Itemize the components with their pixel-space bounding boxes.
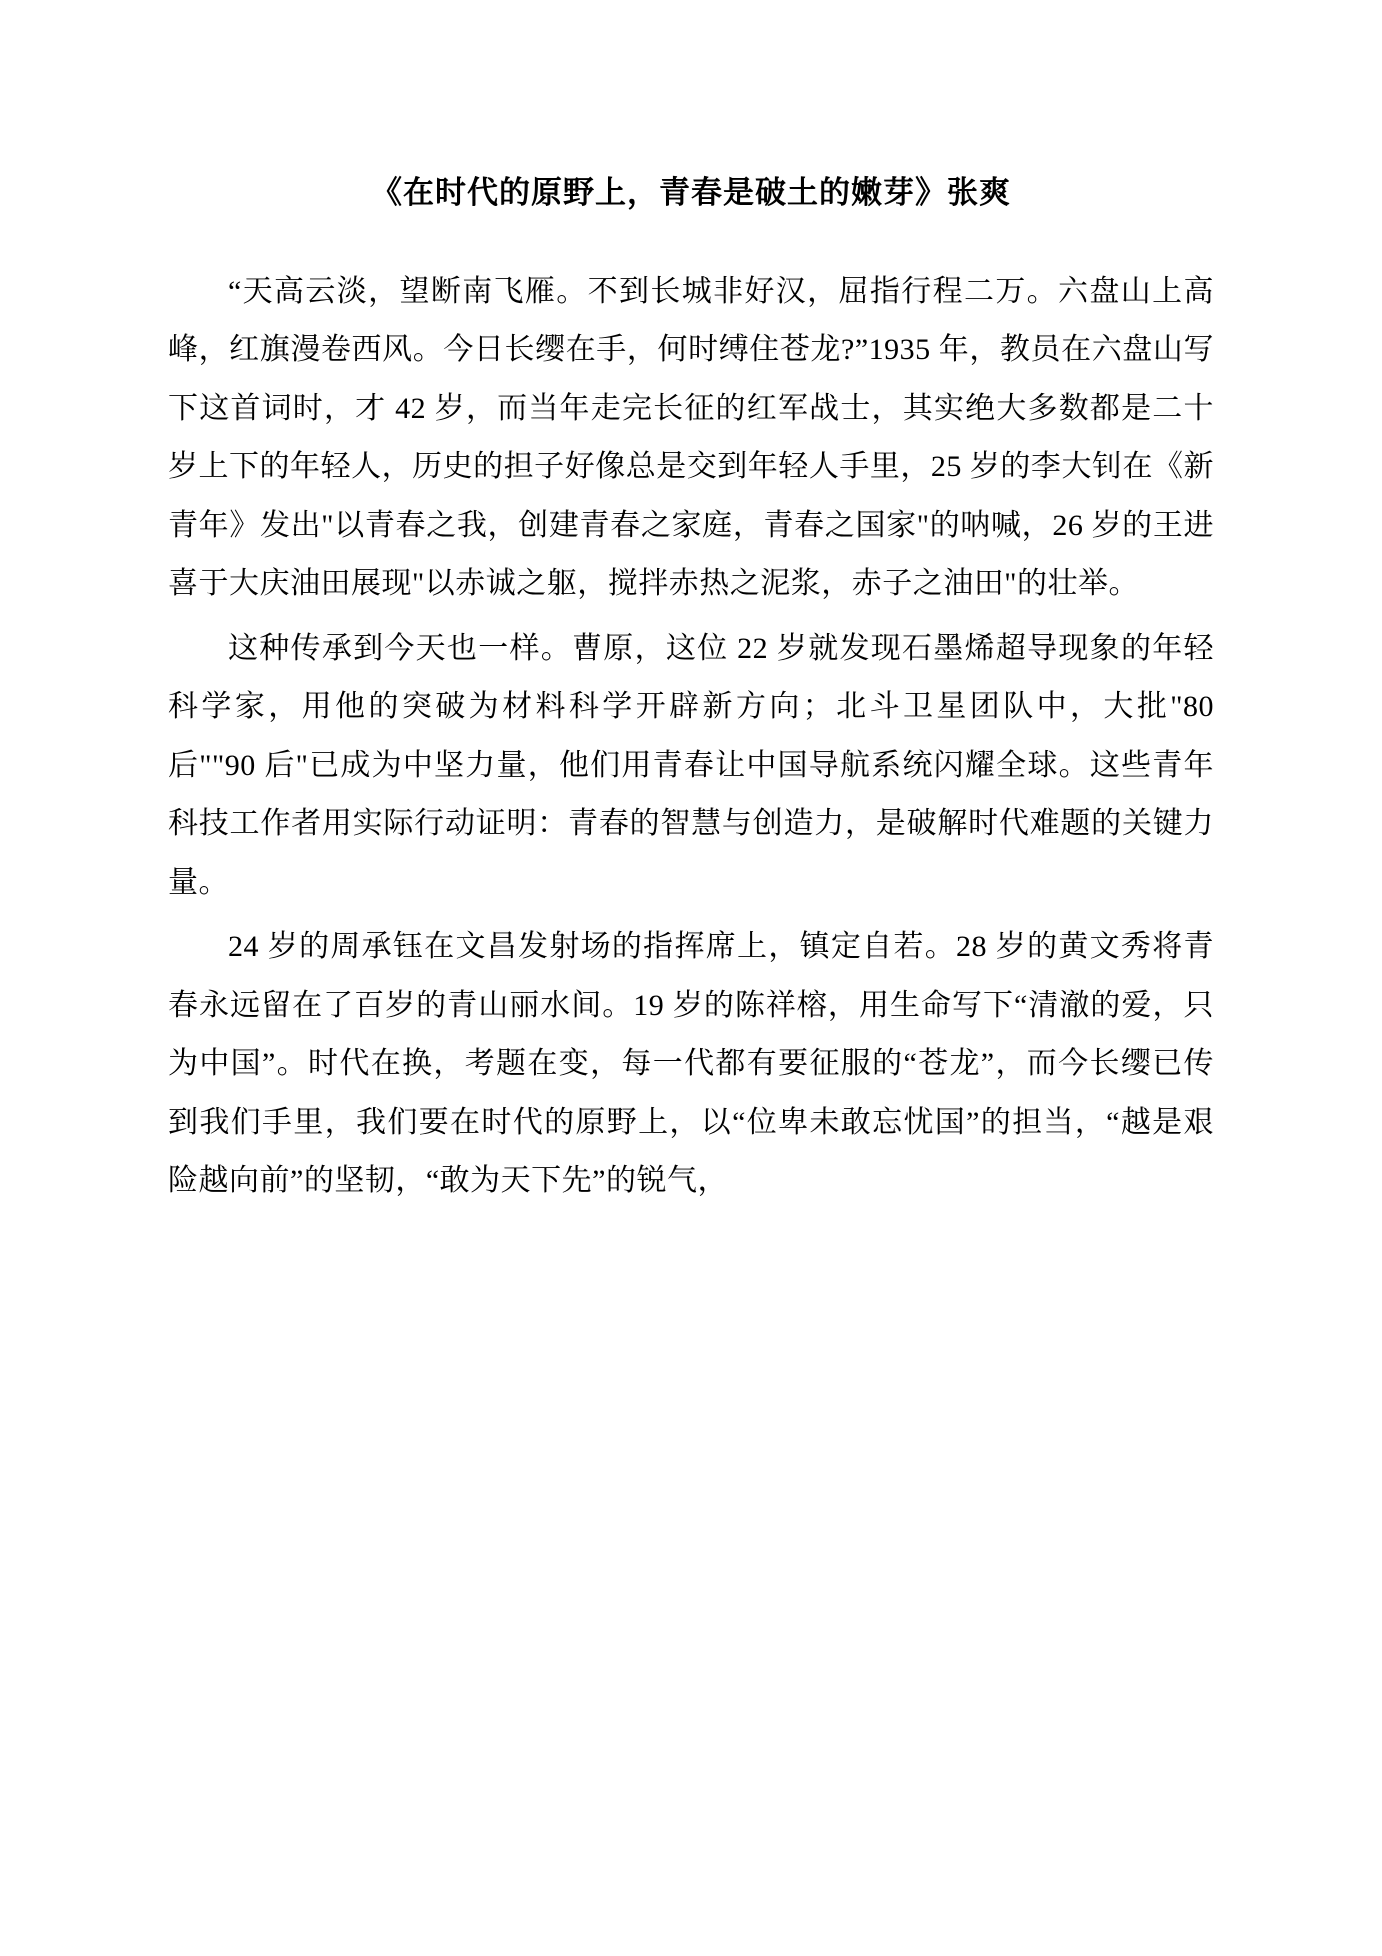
paragraph: 24 岁的周承钰在文昌发射场的指挥席上，镇定自若。28 岁的黄文秀将青春永远留在了百岁的青山丽水间。19 岁的陈祥榕，用生命写下“清澈的爱，只为中国”。时代在换，考题在变，每一代都有要征服的“苍龙”，而今长缨已传到我们手里，我们要在时代的原野上，以“位卑未敢忘忧国”的担当，“越是艰险越向前”的坚韧，“敢为天下先”的锐气， (168, 930, 1214, 1197)
document-body (168, 263, 1214, 1211)
paragraph: “天高云淡，望断南飞雁。不到长城非好汉，屈指行程二万。六盘山上高峰，红旗漫卷西风。今日长缨在手，何时缚住苍龙?”1935 年，教员在六盘山写下这首词时，才 42 岁，而当年走完长征的红军战士，其实绝大多数都是二十岁上下的年轻人，历史的担子好像总是交到年轻人手里，25 岁的李大钊在《新青年》发出"以青春之我，创建青春之家庭，青春之国家"的呐喊，26 岁的王进喜于大庆油田展现"以赤诚之躯，搅拌赤热之泥浆，赤子之油田"的壮举。 (168, 274, 1214, 600)
paragraph: 这种传承到今天也一样。曹原，这位 22 岁就发现石墨烯超导现象的年轻科学家，用他的突破为材料科学开辟新方向；北斗卫星团队中，大批"80 后""90 后"已成为中坚力量，他们用青春让中国导航系统闪耀全球。这些青年科技工作者用实际行动证明：青春的智慧与创造力，是破解时代难题的关键力量。 (168, 631, 1214, 899)
page-title: 《在时代的原野上，青春是破土的嫩芽》张爽 (371, 175, 1011, 210)
